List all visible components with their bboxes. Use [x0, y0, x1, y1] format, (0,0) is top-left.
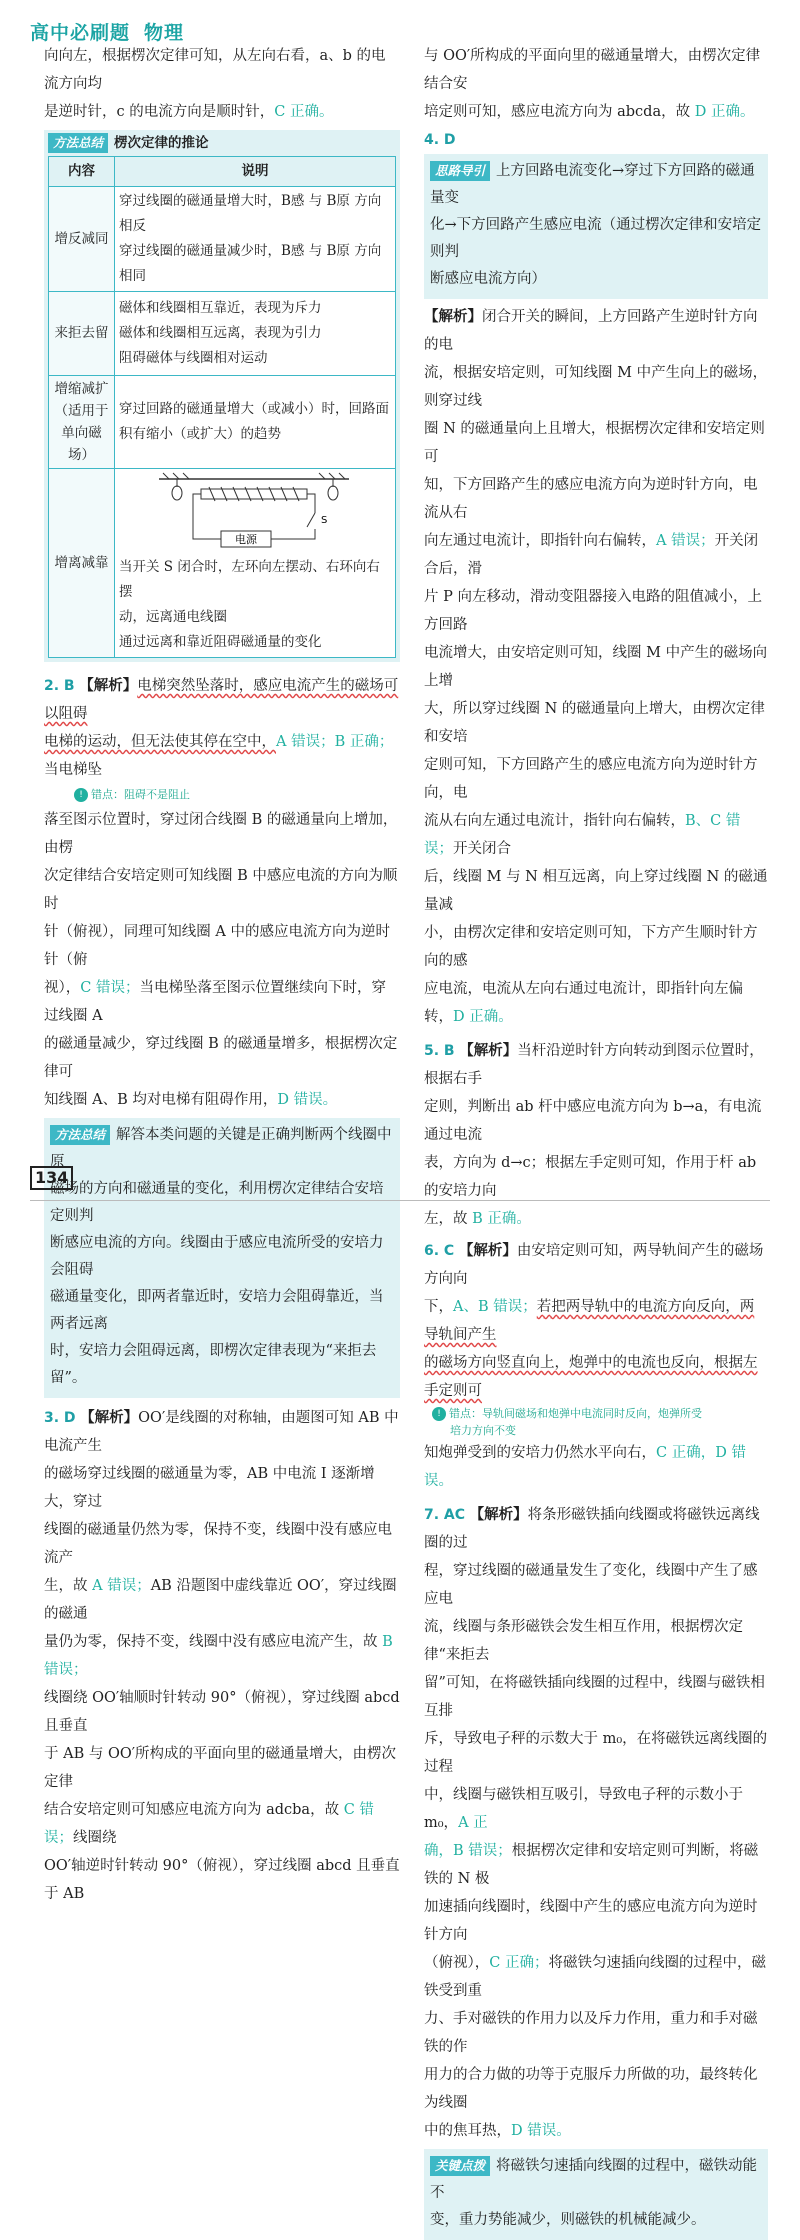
text-line: 是逆时针，c 的电流方向是顺时针，C 正确。 [44, 104, 334, 120]
table-value: 电源 S 当开关 S 闭合时，左环向左摆动、右环向右摆 动，远离通电线圈 通过远离和靠近阻碍磁通量的变化 [115, 469, 396, 658]
text-line: 线圈绕 OO′轴顺时针转动 90°（俯视），穿过线圈 abcd 且垂直 [44, 1690, 400, 1734]
table-value: 磁体和线圈相互靠近，表现为斥力 磁体和线圈相互远离，表现为引力 阻碍磁体与线圈相对运动 [115, 292, 396, 376]
text-line: 断感应电流的方向。线圈由于感应电流所受的安培力会阻碍 [50, 1235, 384, 1278]
text-line: 2. B 【解析】电梯突然坠落时，感应电流产生的磁场可以阻碍 [44, 677, 399, 722]
text-line: 留”可知，在将磁铁插向线圈的过程中，线圈与磁铁相互排 [424, 1675, 765, 1719]
question-7 [424, 1501, 768, 2145]
text-line: 圈 N 的磁通量向上且增大，根据楞次定律和安培定则可 [424, 421, 765, 465]
error-note-line: 培力方向不变 [450, 1424, 516, 1437]
table-header: 内容 [49, 157, 115, 187]
text-line: 定则，判断出 ab 杆中感应电流方向为 b→a，有电流通过电流 [424, 1099, 762, 1143]
table-row [49, 376, 396, 469]
text-line: 方法总结 解答本类问题的关键是正确判断两个线圈中原 [50, 1127, 392, 1170]
text-line: 后，线圈 M 与 N 相互远离，向上穿过线圈 N 的磁通量减 [424, 869, 768, 913]
table-key: 增缩减扩（适用于单向磁场） [49, 376, 115, 469]
table-row [49, 292, 396, 376]
text-line: 流，根据安培定则，可知线圈 M 中产生向上的磁场，则穿过线 [424, 365, 768, 409]
left-column [44, 42, 400, 1908]
table-key: 来拒去留 [49, 292, 115, 376]
text-line: 的磁通量减少，穿过线圈 B 的磁通量增多，根据楞次定律可 [44, 1036, 398, 1080]
text-line: （俯视），C 正确；将磁铁匀速插向线圈的过程中，磁铁受到重 [424, 1955, 766, 1999]
lenz-table [48, 156, 396, 658]
text-line: 大，所以穿过线圈 N 的磁通量向上增大，由楞次定律和安培 [424, 701, 765, 745]
question-3 [44, 1404, 400, 1908]
error-note: ! 错点：导轨间磁场和炮弹中电流同时反向，炮弹所受 [432, 1405, 768, 1422]
table-header-row [49, 157, 396, 187]
text-line: 下，A、B 错误；若把两导轨中的电流方向反向，两导轨间产生 [424, 1299, 755, 1343]
table-value: 穿过回路的磁通量增大（或减小）时，回路面 积有缩小（或扩大）的趋势 [115, 376, 396, 469]
text-line: 与 OO′所构成的平面向里的磁通量增大，由楞次定律结合安 [424, 48, 761, 92]
text-line: 时，安培力会阻碍远离，即楞次定律表现为“来拒去留”。 [50, 1343, 377, 1386]
text-line: 磁通量变化，即两者靠近时，安培力会阻碍靠近，当两者远离 [50, 1289, 384, 1332]
text-line: 表，方向为 d→c；根据左手定则可知，作用于杆 ab 的安培力向 [424, 1155, 757, 1199]
table-value: 穿过线圈的磁通量增大时，B感 与 B原 方向相反 穿过线圈的磁通量减少时，B感 与 B原 方向相同 [115, 187, 396, 292]
text-line: 视），C 错误；当电梯坠落至图示位置继续向下时，穿过线圈 A [44, 980, 386, 1024]
text-line: 确，B 错误；根据楞次定律和安培定则可判断，将磁铁的 N 极 [424, 1843, 759, 1887]
text-line: 针（俯视），同理可知线圈 A 中的感应电流方向为逆时针（俯 [44, 924, 390, 968]
text-line: 定则可知，下方回路产生的感应电流方向为逆时针方向，电 [424, 757, 758, 801]
question-4-number: 4. D [424, 132, 456, 148]
text-line: 中，线圈与磁铁相互吸引，导致电子秤的示数小于 m₀，A 正 [424, 1787, 743, 1831]
key-point-box [424, 2149, 768, 2240]
table-row [49, 187, 396, 292]
method-summary-header [44, 130, 400, 156]
thinking-guide [424, 154, 768, 299]
table-key: 增反减同 [49, 187, 115, 292]
error-note: ! 错点：阻碍不是阻止 [74, 784, 400, 806]
text-line: 知炮弹受到的安培力仍然水平向右，C 正确，D 错误。 [424, 1445, 746, 1489]
method-table-box [44, 156, 400, 662]
text-line: 变，重力势能减少，则磁铁的机械能减少。 [430, 2212, 706, 2228]
text-line: 7. AC 【解析】将条形磁铁插向线圈或将磁铁远离线圈的过 [424, 1506, 760, 1551]
question-5 [424, 1037, 768, 1233]
text-line: 力、手对磁铁的作用力以及斥力作用，重力和手对磁铁的作 [424, 2011, 758, 2055]
question-4 [424, 303, 768, 1031]
text-line: 量仍为零，保持不变，线圈中没有感应电流产生，故 B 错误； [44, 1634, 393, 1678]
text-line: 的磁场方向竖直向上，炮弹中的电流也反向，根据左手定则可 [424, 1355, 758, 1399]
method-tag: 方法总结 [48, 133, 108, 153]
guide-tag: 思路导引 [430, 161, 490, 181]
text-line: 6. C 【解析】由安培定则可知，两导轨间产生的磁场方向向 [424, 1242, 764, 1287]
error-icon: ! [432, 1407, 446, 1421]
bottom-divider [30, 1200, 770, 1201]
book-title: 高中必刷题 [30, 22, 131, 44]
text-line: 流从右向左通过电流计，指针向右偏转，B、C 错误；开关闭合 [424, 813, 741, 857]
table-row [49, 469, 396, 658]
text-line: 左，故 B 正确。 [424, 1211, 531, 1227]
text-line: 化→下方回路产生感应电流（通过楞次定律和安培定则判 [430, 217, 762, 260]
text-line: 5. B 【解析】当杆沿逆时针方向转动到图示位置时，根据右手 [424, 1042, 764, 1087]
method-title: 楞次定律的推论 [114, 135, 209, 151]
text-line: 的磁场穿过线圈的磁通量为零，AB 中电流 I 逐渐增大，穿过 [44, 1466, 375, 1510]
table-header: 说明 [115, 157, 396, 187]
coil-diagram [149, 473, 369, 555]
text-line: OO′轴逆时针转动 90°（俯视），穿过线圈 abcd 且垂直于 AB [44, 1858, 400, 1902]
text-line: 知，下方回路产生的感应电流方向为逆时针方向，电流从右 [424, 477, 758, 521]
text-line: 向左通过电流计，即指针向右偏转，A 错误；开关闭合后，滑 [424, 533, 759, 577]
text-line: 【解析】闭合开关的瞬间，上方回路产生逆时针方向的电 [424, 308, 758, 353]
text-line: 流，线圈与条形磁铁会发生相互作用，根据楞次定律“来拒去 [424, 1619, 743, 1663]
text-line: 生，故 A 错误；AB 沿题图中虚线靠近 OO′，穿过线圈的磁通 [44, 1578, 397, 1622]
text-line: 应电流，电流从左向右通过电流计，即指针向左偏转，D 正确。 [424, 981, 743, 1025]
method-summary-2 [44, 1118, 400, 1398]
text-line: 向向左，根据楞次定律可知，从左向右看，a、b 的电流方向均 [44, 48, 386, 92]
page-number: 134 [30, 1166, 73, 1190]
text-line: 知线圈 A、B 均对电梯有阻碍作用，D 错误。 [44, 1092, 338, 1108]
text-line: 片 P 向左移动，滑动变阻器接入电路的阻值减小，上方回路 [424, 589, 762, 633]
text-line: 次定律结合安培定则可知线圈 B 中感应电流的方向为顺时 [44, 868, 398, 912]
method-tag: 方法总结 [50, 1125, 110, 1145]
text-line: 电梯的运动，但无法使其停在空中，A 错误；B 正确；当电梯坠 [44, 734, 394, 778]
power-label: 电源 [235, 533, 257, 546]
text-line: 落至图示位置时，穿过闭合线圈 B 的磁通量向上增加，由楞 [44, 812, 398, 856]
key-tag: 关键点拨 [430, 2156, 490, 2176]
question-6 [424, 1237, 768, 1495]
text-line: 中的焦耳热，D 错误。 [424, 2123, 571, 2139]
text-line: 线圈的磁通量仍然为零，保持不变，线圈中没有感应电流产 [44, 1522, 392, 1566]
subject-title: 物理 [144, 22, 185, 44]
text-line: 电流增大，由安培定则可知，线圈 M 中产生的磁场向上增 [424, 645, 768, 689]
text-line: 培定则可知，感应电流方向为 abcda，故 D 正确。 [424, 104, 755, 120]
text-line: 小，由楞次定律和安培定则可知，下方产生顺时针方向的感 [424, 925, 758, 969]
text-line: 斥，导致电子秤的示数大于 m₀，在将磁铁远离线圈的过程 [424, 1731, 768, 1775]
text-line: 结合安培定则可知感应电流方向为 adcba，故 C 错误；线圈绕 [44, 1802, 374, 1846]
switch-label: S [321, 515, 328, 526]
text-line: 断感应电流方向） [430, 271, 546, 287]
right-column [424, 42, 768, 2240]
error-icon: ! [74, 788, 88, 802]
text-line: 加速插向线圈时，线圈中产生的感应电流方向为逆时针方向 [424, 1899, 758, 1943]
text-line: 用力的合力做的功等于克服斥力所做的功，最终转化为线圈 [424, 2067, 758, 2111]
text-line: 3. D 【解析】OO′是线圈的对称轴，由题图可知 AB 中电流产生 [44, 1409, 399, 1454]
text-line: 于 AB 与 OO′所构成的平面向里的磁通量增大，由楞次定律 [44, 1746, 397, 1790]
question-2 [44, 672, 400, 1114]
text-line: 磁场的方向和磁通量的变化，利用楞次定律结合安培定则判 [50, 1181, 384, 1224]
page-header [30, 18, 184, 45]
text-line: 关键点拨 将磁铁匀速插向线圈的过程中，磁铁动能不 [430, 2158, 758, 2201]
text-line: 程，穿过线圈的磁通量发生了变化，线圈中产生了感应电 [424, 1563, 758, 1607]
table-key: 增离减靠 [49, 469, 115, 658]
text-line: 思路导引 上方回路电流变化→穿过下方回路的磁通量变 [430, 163, 755, 206]
